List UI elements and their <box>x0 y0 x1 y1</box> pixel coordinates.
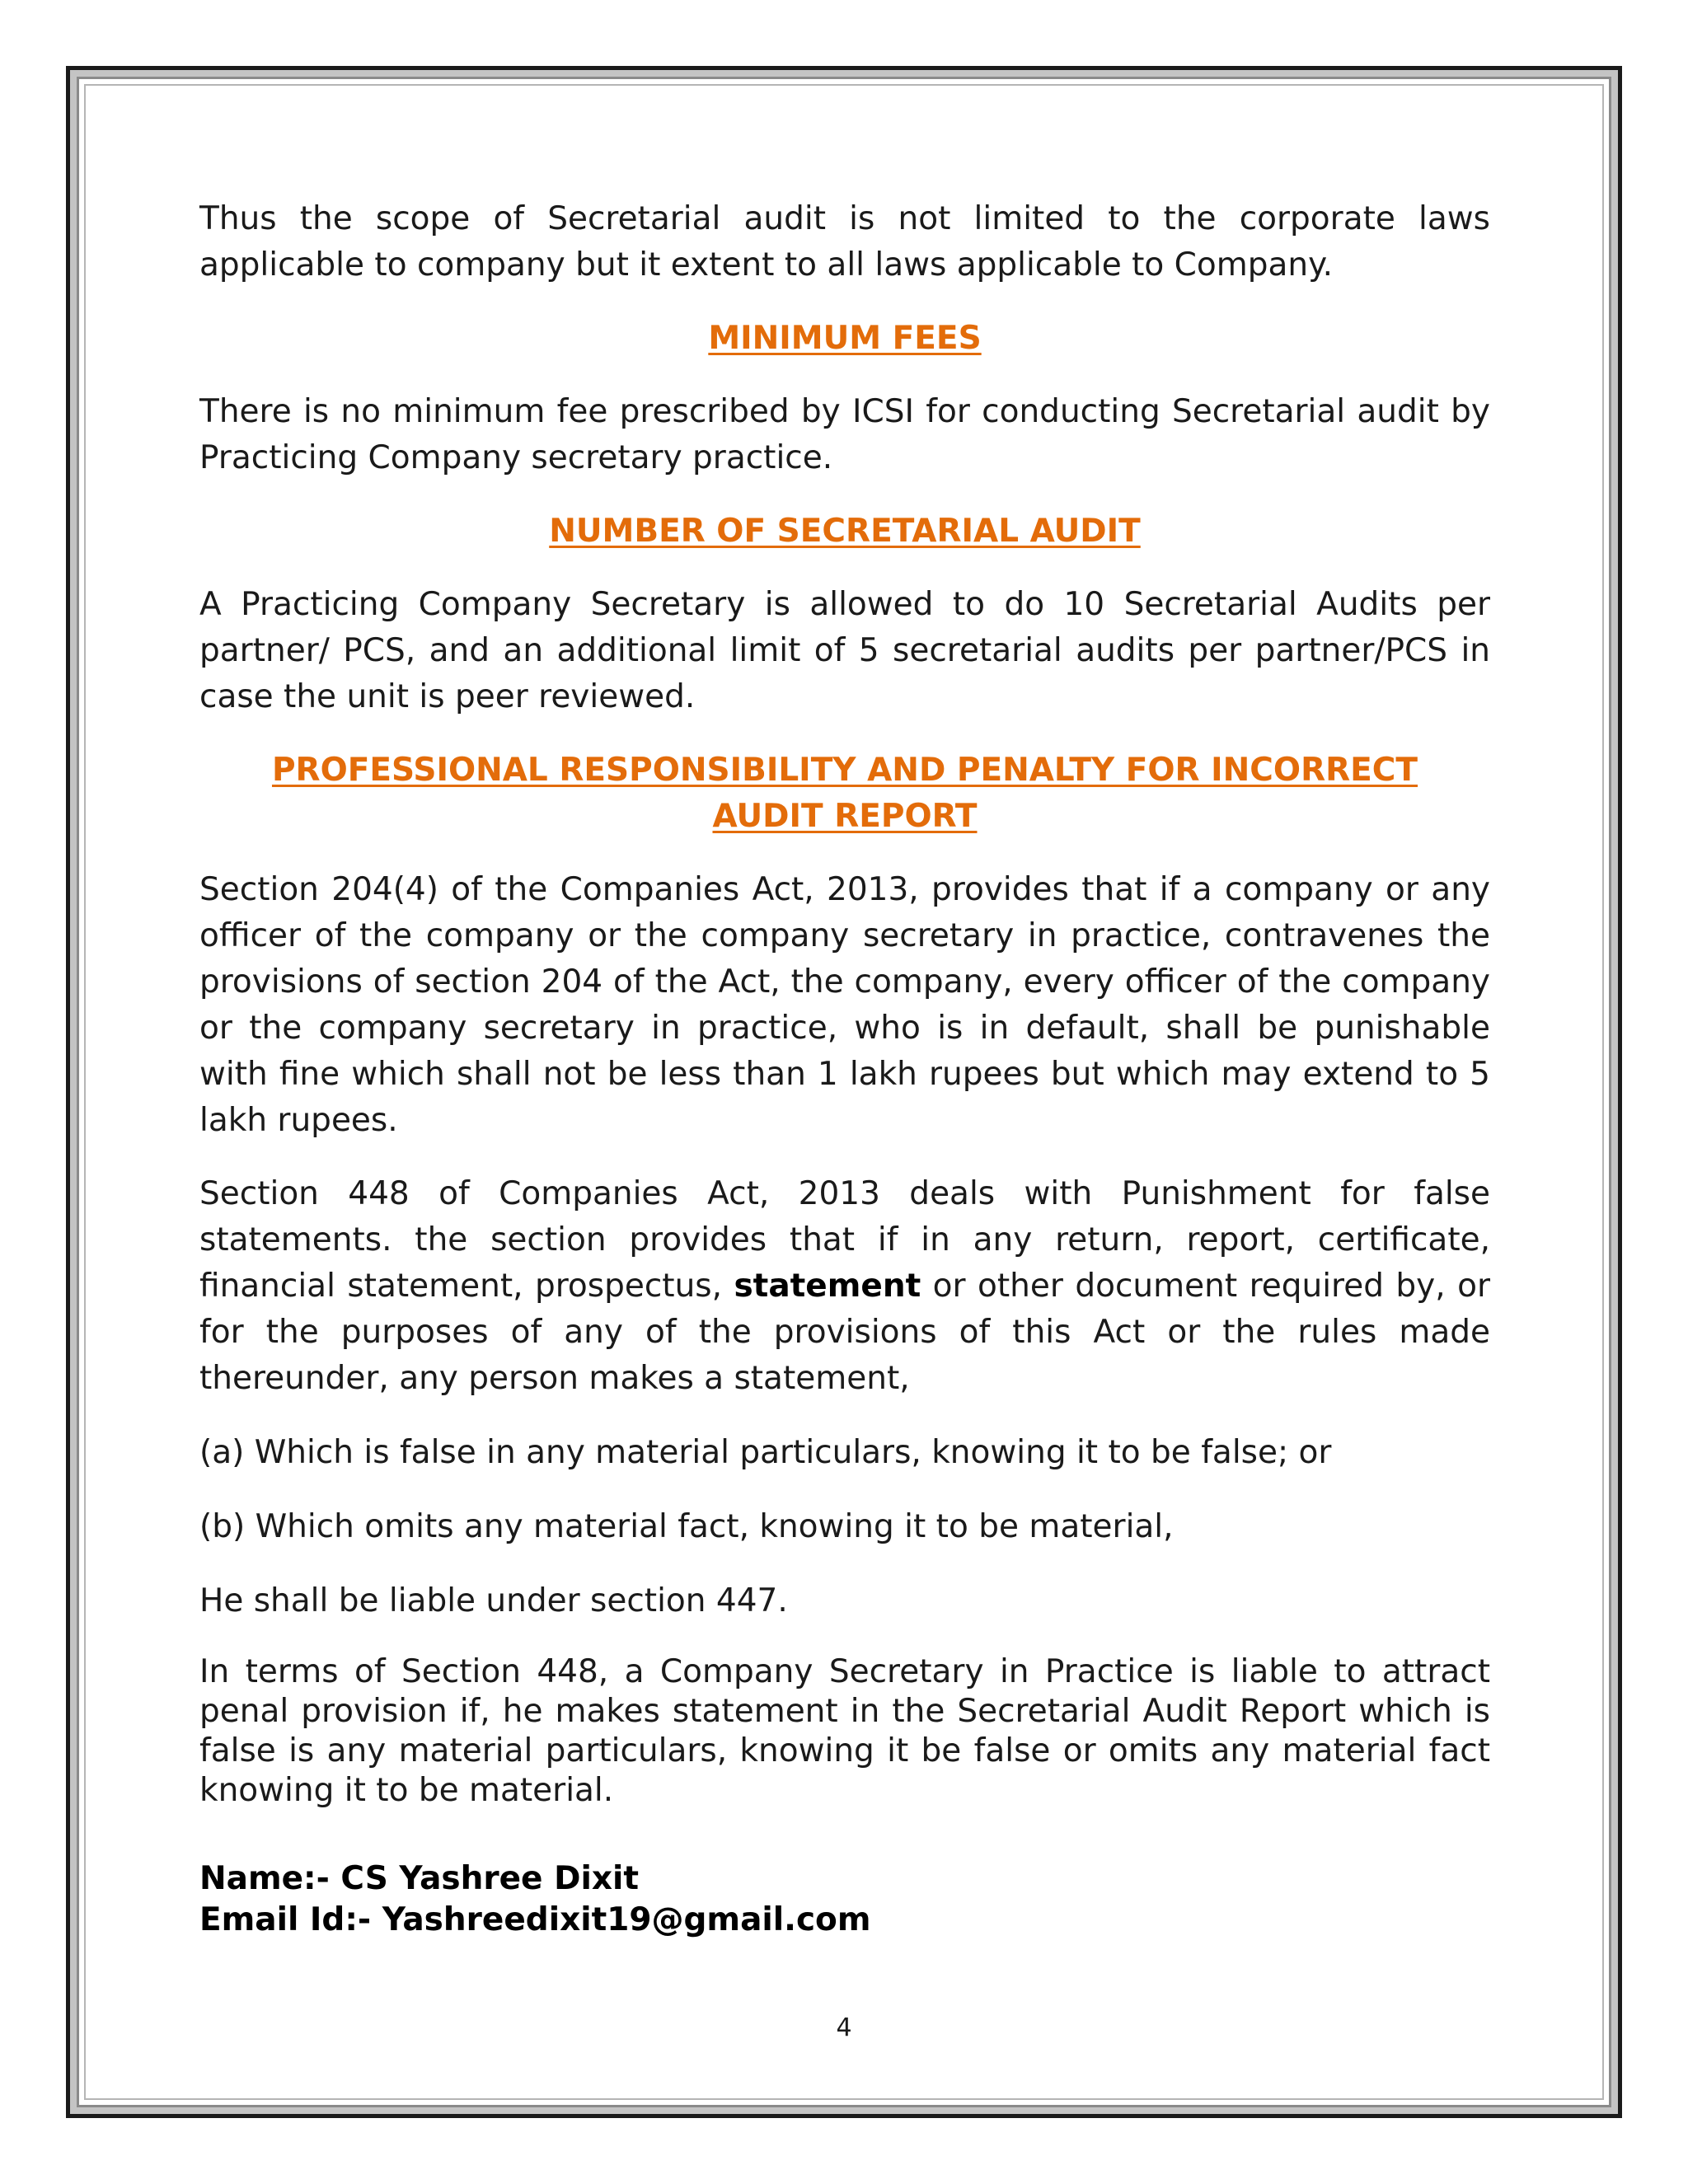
author-email: Email Id:- Yashreedixit19@gmail.com <box>199 1901 871 1938</box>
heading-responsibility-line1: PROFESSIONAL RESPONSIBILITY AND PENALTY FOR INCORRECT <box>271 752 1418 789</box>
clause-a: (a) Which is false in any material particulars, knowing it to be false; or <box>199 1434 1332 1471</box>
liability-line: He shall be liable under section 447. <box>199 1582 788 1619</box>
paragraph-terms-448: In terms of Section 448, a Company Secretary in Practice is liable to attract penal provision if, he makes statement in the Secretarial Audit Report which is false is any material particulars, knowing it be false or omits any material fact knowing it to be material. <box>199 1653 1490 1809</box>
page-number: 4 <box>836 2013 852 2042</box>
paragraph-section-448 <box>199 1171 1490 1402</box>
heading-number-of-audits: NUMBER OF SECRETARIAL AUDIT <box>549 513 1141 550</box>
section-448-text-start: Section 448 of Companies Act, 2013 deals with Punishment for false statements. the section provides that if in any return, report, certificate, financial statement, prospectus, <box>199 1175 1490 1305</box>
paragraph-section-204: Section 204(4) of the Companies Act, 2013, provides that if a company or any officer of the company or the company secretary in practice, contravenes the provisions of section 204 of the Act, the company, every officer of the company or the company secretary in practice, who is in default, shall be punishable with fine which shall not be less than 1 lakh rupees but which may extend to 5 lakh rupees. <box>199 871 1490 1139</box>
paragraph-scope: Thus the scope of Secretarial audit is not limited to the corporate laws applicable to company but it extent to all laws applicable to Company. <box>199 200 1490 284</box>
author-name: Name:- CS Yashree Dixit <box>199 1860 639 1897</box>
document-body <box>199 196 1490 1941</box>
paragraph-minimum-fees: There is no minimum fee prescribed by ICSI for conducting Secretarial audit by Practicing Company secretary practice. <box>199 393 1490 476</box>
heading-responsibility-line2: AUDIT REPORT <box>712 798 978 835</box>
clause-b: (b) Which omits any material fact, knowing it to be material, <box>199 1508 1174 1545</box>
paragraph-number-of-audits: A Practicing Company Secretary is allowed to do 10 Secretarial Audits per partner/ PCS, and an additional limit of 5 secretarial audits per partner/PCS in case the unit is peer reviewed. <box>199 586 1490 715</box>
section-448-text-end: or other document required by, or for the purposes of any of the provisions of this Act or the rules made thereunder, any person makes a statement, <box>199 1268 1490 1397</box>
heading-responsibility <box>199 748 1490 840</box>
heading-minimum-fees: MINIMUM FEES <box>708 320 982 357</box>
section-448-bold-word: statement <box>734 1268 921 1305</box>
